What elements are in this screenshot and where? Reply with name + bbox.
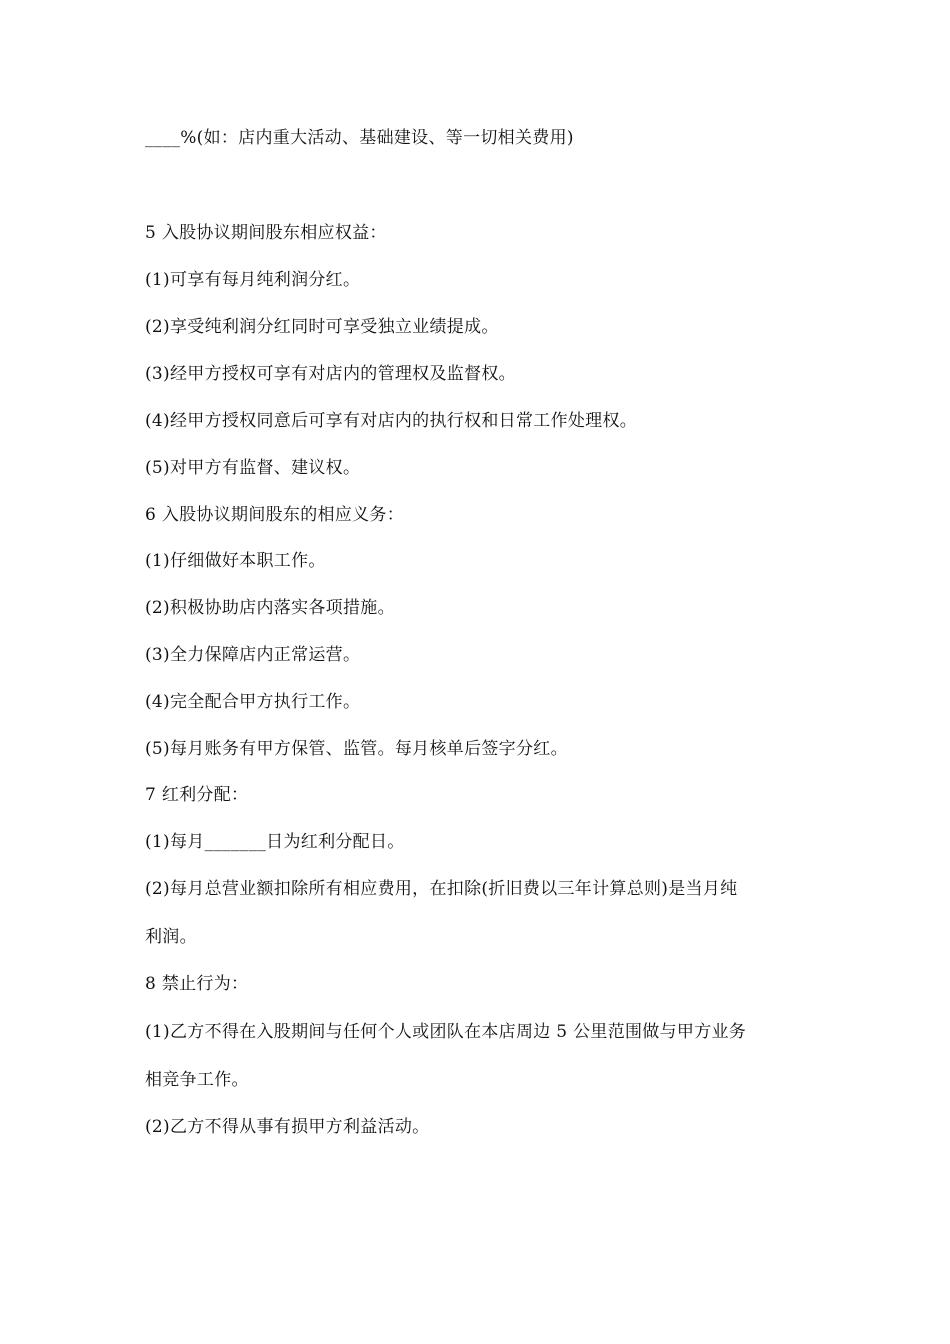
section-5-heading: 5 入股协议期间股东相应权益： xyxy=(145,223,387,243)
section-8-item-1-cont: 相竞争工作。 xyxy=(145,1070,249,1090)
section-7-item-2-cont: 利润。 xyxy=(145,927,197,947)
text-line-fee-note: ____%(如：店内重大活动、基础建设、等一切相关费用) xyxy=(145,128,574,148)
section-8-heading: 8 禁止行为： xyxy=(145,974,249,994)
section-7-item-2: (2)每月总营业额扣除所有相应费用，在扣除(折旧费以三年计算总则)是当月纯 xyxy=(145,879,738,899)
section-5-item-1: (1)可享有每月纯利润分红。 xyxy=(145,270,361,290)
section-6-item-2: (2)积极协助店内落实各项措施。 xyxy=(145,598,395,618)
section-5-item-4: (4)经甲方授权同意后可享有对店内的执行权和日常工作处理权。 xyxy=(145,411,638,431)
section-5-item-5: (5)对甲方有监督、建议权。 xyxy=(145,458,361,478)
section-6-item-3: (3)全力保障店内正常运营。 xyxy=(145,645,361,665)
section-6-heading: 6 入股协议期间股东的相应义务： xyxy=(145,505,405,525)
section-6-item-1: (1)仔细做好本职工作。 xyxy=(145,551,326,571)
section-8-item-2: (2)乙方不得从事有损甲方利益活动。 xyxy=(145,1117,430,1137)
section-7-heading: 7 红利分配： xyxy=(145,785,249,805)
section-8-item-1: (1)乙方不得在入股期间与任何个人或团队在本店周边 5 公里范围做与甲方业务 xyxy=(145,1022,747,1042)
section-5-item-2: (2)享受纯利润分红同时可享受独立业绩提成。 xyxy=(145,317,499,337)
section-6-item-4: (4)完全配合甲方执行工作。 xyxy=(145,692,361,712)
section-5-item-3: (3)经甲方授权可享有对店内的管理权及监督权。 xyxy=(145,364,516,384)
section-6-item-5: (5)每月账务有甲方保管、监管。每月核单后签字分红。 xyxy=(145,739,568,759)
section-7-item-1: (1)每月_______日为红利分配日。 xyxy=(145,832,405,852)
